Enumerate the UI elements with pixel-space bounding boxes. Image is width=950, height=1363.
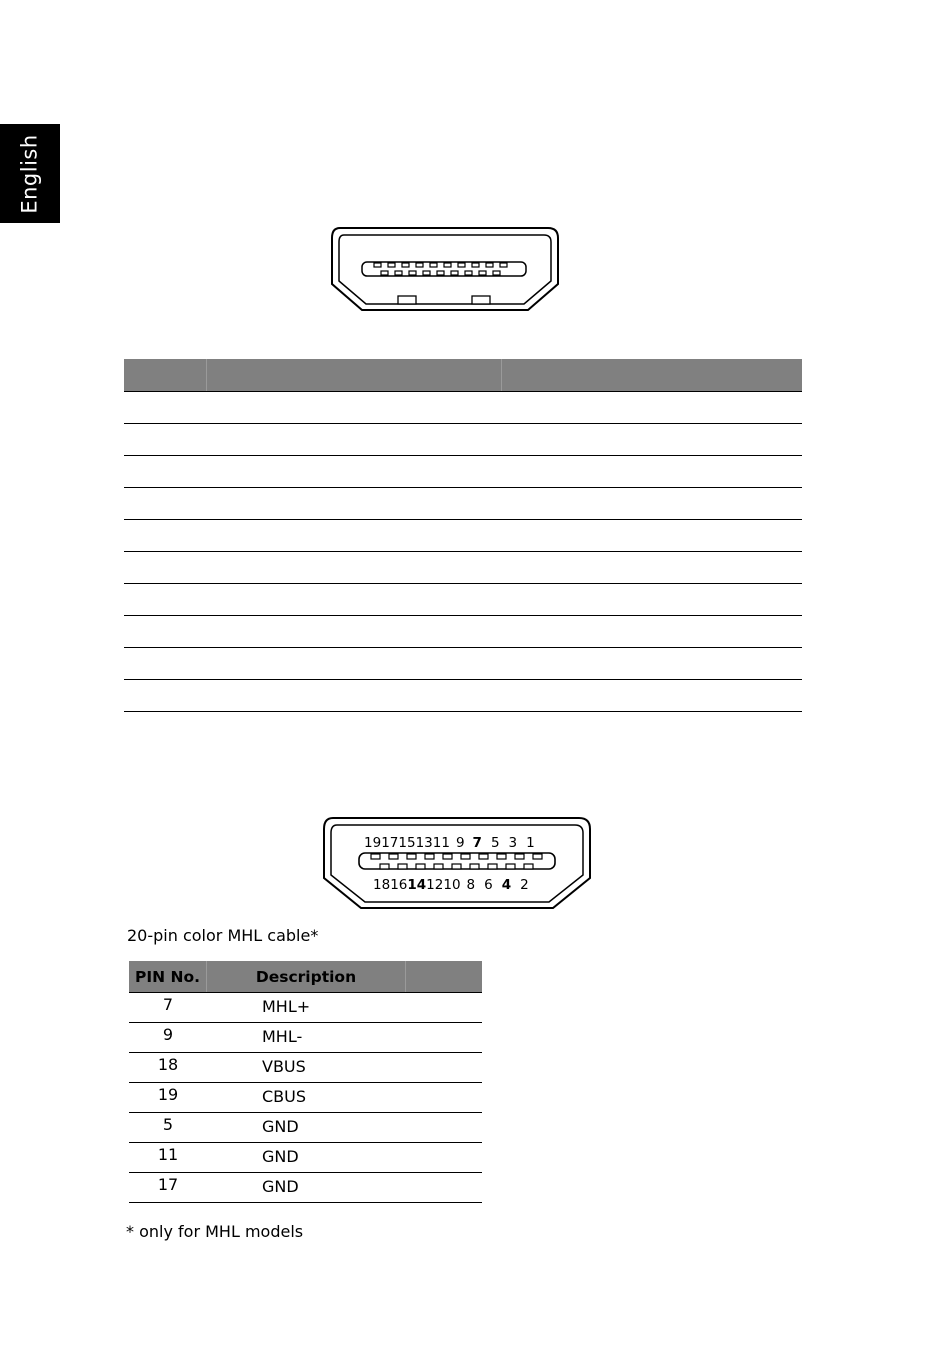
hdmi-bottom-pins bbox=[381, 271, 500, 275]
mhl-connector-diagram bbox=[321, 816, 593, 912]
table-row bbox=[124, 424, 802, 456]
table-row bbox=[124, 552, 802, 584]
hdmi-pin-table-header bbox=[124, 359, 802, 392]
table-row bbox=[124, 520, 802, 552]
table-row bbox=[124, 616, 802, 648]
pin-description: VBUS bbox=[262, 1057, 306, 1076]
pin-label: 5 bbox=[490, 835, 500, 851]
pin-label: 6 bbox=[484, 877, 493, 893]
pin-label: 9 bbox=[455, 835, 465, 851]
pin-label: 7 bbox=[472, 835, 482, 851]
header-cell bbox=[406, 961, 482, 992]
pin-label: 11 bbox=[432, 835, 450, 851]
header-cell bbox=[502, 359, 802, 391]
pin-label: 4 bbox=[501, 877, 512, 893]
table-row bbox=[129, 1113, 482, 1143]
pin-description: CBUS bbox=[262, 1087, 307, 1106]
header-cell bbox=[124, 359, 207, 391]
mhl-table-caption: 20-pin color MHL cable* bbox=[127, 926, 319, 945]
table-row bbox=[129, 1143, 482, 1173]
pin-number: 9 bbox=[162, 1025, 174, 1044]
pin-label: 18 bbox=[373, 877, 391, 893]
mhl-bottom-pin-labels bbox=[373, 877, 529, 893]
pin-label: 8 bbox=[466, 877, 476, 893]
table-row bbox=[129, 1083, 482, 1113]
table-row bbox=[129, 1023, 482, 1053]
pin-label: 19 bbox=[364, 835, 382, 851]
pin-number: 19 bbox=[157, 1085, 179, 1104]
pin-description: GND bbox=[262, 1177, 299, 1196]
pin-description: MHL+ bbox=[262, 997, 311, 1016]
pin-label: 17 bbox=[381, 835, 399, 851]
hdmi-pin-table bbox=[124, 359, 802, 712]
pin-label: 3 bbox=[508, 835, 518, 851]
pin-number: 18 bbox=[157, 1055, 179, 1074]
mhl-top-pin-labels bbox=[364, 835, 535, 851]
header-pin-no: PIN No. bbox=[129, 961, 207, 992]
table-row bbox=[129, 1053, 482, 1083]
pin-label: 15 bbox=[398, 835, 416, 851]
hdmi-connector-diagram bbox=[330, 226, 560, 314]
pin-number: 17 bbox=[157, 1175, 179, 1194]
pin-number: 5 bbox=[162, 1115, 174, 1134]
table-row bbox=[129, 1173, 482, 1203]
hdmi-top-pins bbox=[374, 263, 507, 267]
pin-label: 16 bbox=[390, 877, 408, 893]
table-row bbox=[124, 392, 802, 424]
table-row bbox=[124, 584, 802, 616]
mhl-pin-table bbox=[129, 961, 482, 1203]
header-description: Description bbox=[207, 961, 406, 992]
pin-description: GND bbox=[262, 1117, 299, 1136]
table-row bbox=[124, 456, 802, 488]
language-tab bbox=[0, 124, 60, 223]
mhl-pin-table-header bbox=[129, 961, 482, 993]
mhl-top-pins bbox=[371, 854, 542, 859]
pin-description: MHL- bbox=[262, 1027, 303, 1046]
pin-label: 13 bbox=[415, 835, 433, 851]
pin-description: GND bbox=[262, 1147, 299, 1166]
table-row bbox=[124, 648, 802, 680]
mhl-bottom-pins bbox=[380, 864, 533, 869]
language-tab-label: English bbox=[18, 133, 43, 214]
pin-label: 10 bbox=[443, 877, 461, 893]
pin-number: 11 bbox=[157, 1145, 179, 1164]
footnote: * only for MHL models bbox=[126, 1222, 304, 1241]
table-row bbox=[129, 993, 482, 1023]
pin-label: 2 bbox=[520, 877, 529, 893]
pin-label: 12 bbox=[426, 877, 444, 893]
header-cell bbox=[207, 359, 502, 391]
pin-label: 1 bbox=[526, 835, 535, 851]
table-row bbox=[124, 488, 802, 520]
table-row bbox=[124, 680, 802, 712]
pin-number: 7 bbox=[162, 995, 174, 1014]
pin-label: 14 bbox=[407, 877, 427, 893]
